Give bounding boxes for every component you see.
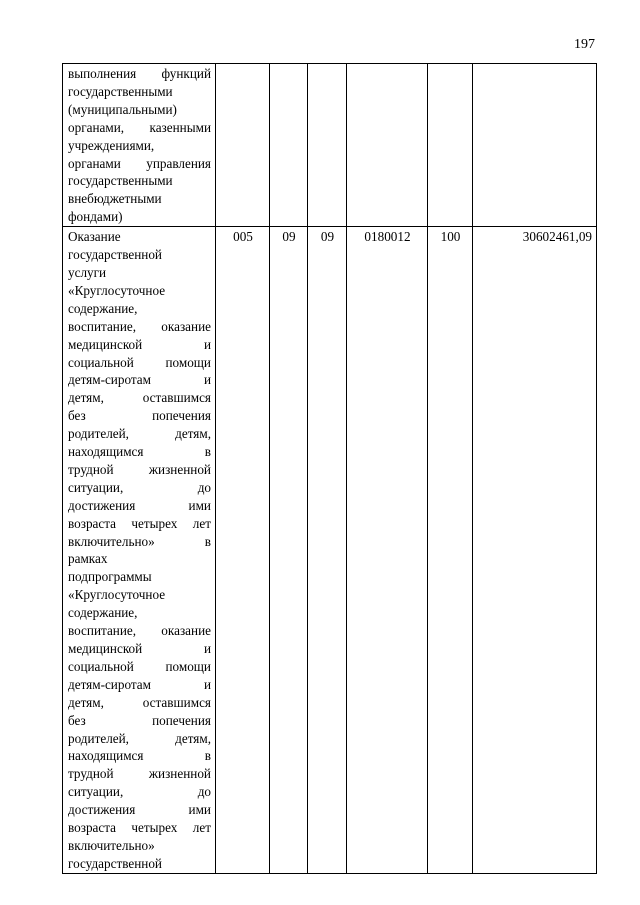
description-line: государственными bbox=[68, 173, 173, 189]
page-number: 197 bbox=[574, 37, 595, 52]
description-line: воспитание, оказание bbox=[68, 623, 211, 639]
description-line: рамках bbox=[68, 551, 108, 567]
description-line: без попечения bbox=[68, 712, 211, 728]
description-line: фондами) bbox=[68, 209, 123, 225]
description-line: медицинской и bbox=[68, 336, 211, 352]
description-cell bbox=[63, 64, 216, 227]
description-line: находящимся в bbox=[68, 444, 211, 460]
section-cell: 09 bbox=[270, 227, 308, 874]
sum-cell bbox=[473, 64, 597, 227]
subsection-cell bbox=[308, 64, 347, 227]
target-cell bbox=[347, 64, 428, 227]
description-line: родителей, детям, bbox=[68, 426, 211, 442]
vr-cell bbox=[428, 64, 473, 227]
target-cell: 0180012 bbox=[347, 227, 428, 874]
description-line: выполнения функций bbox=[68, 66, 211, 81]
description-line: «Круглосуточное bbox=[68, 587, 166, 603]
description-line: органами, казенными bbox=[68, 119, 211, 135]
description-line: учреждениями, bbox=[68, 137, 155, 153]
description-line: включительно» bbox=[68, 837, 155, 853]
description-line: возраста четырех лет bbox=[68, 820, 211, 836]
subsection-cell: 09 bbox=[308, 227, 347, 874]
description-line: государственной bbox=[68, 855, 162, 871]
budget-table bbox=[62, 63, 597, 874]
description-line: детям, оставшимся bbox=[68, 694, 211, 710]
grbs-cell bbox=[216, 64, 270, 227]
description-line: государственной bbox=[68, 247, 162, 263]
description-line: социальной помощи bbox=[68, 658, 211, 674]
grbs-cell: 005 bbox=[216, 227, 270, 874]
description-line: «Круглосуточное bbox=[68, 282, 166, 298]
description-line: без попечения bbox=[68, 408, 211, 424]
description-line: возраста четырех лет bbox=[68, 515, 211, 531]
description-line: содержание, bbox=[68, 605, 138, 621]
description-line: ситуации, до bbox=[68, 479, 211, 495]
description-line: воспитание, оказание bbox=[68, 318, 211, 334]
description-cell bbox=[63, 227, 216, 874]
description-line: государственными bbox=[68, 83, 173, 99]
description-line: детям-сиротам и bbox=[68, 676, 211, 692]
description-line: достижения ими bbox=[68, 802, 211, 818]
description-line: подпрограммы bbox=[68, 569, 152, 585]
section-cell bbox=[270, 64, 308, 227]
description-line: Оказание bbox=[68, 229, 121, 245]
table-row bbox=[63, 227, 597, 874]
description-line: услуги bbox=[68, 264, 107, 280]
description-line: родителей, детям, bbox=[68, 730, 211, 746]
description-line: содержание, bbox=[68, 300, 138, 316]
description-line: ситуации, до bbox=[68, 784, 211, 800]
vr-cell: 100 bbox=[428, 227, 473, 874]
description-line: детям, оставшимся bbox=[68, 390, 211, 406]
description-line: трудной жизненной bbox=[68, 461, 211, 477]
description-line: включительно» в bbox=[68, 533, 211, 549]
table-row bbox=[63, 64, 597, 227]
description-line: достижения ими bbox=[68, 497, 211, 513]
description-line: находящимся в bbox=[68, 748, 211, 764]
description-line: детям-сиротам и bbox=[68, 372, 211, 388]
description-line: трудной жизненной bbox=[68, 766, 211, 782]
description-line: медицинской и bbox=[68, 641, 211, 656]
description-line: внебюджетными bbox=[68, 191, 162, 207]
description-line: социальной помощи bbox=[68, 354, 211, 370]
description-line: органами управления bbox=[68, 155, 211, 171]
sum-cell: 30602461,09 bbox=[473, 227, 597, 874]
description-line: (муниципальными) bbox=[68, 101, 177, 117]
